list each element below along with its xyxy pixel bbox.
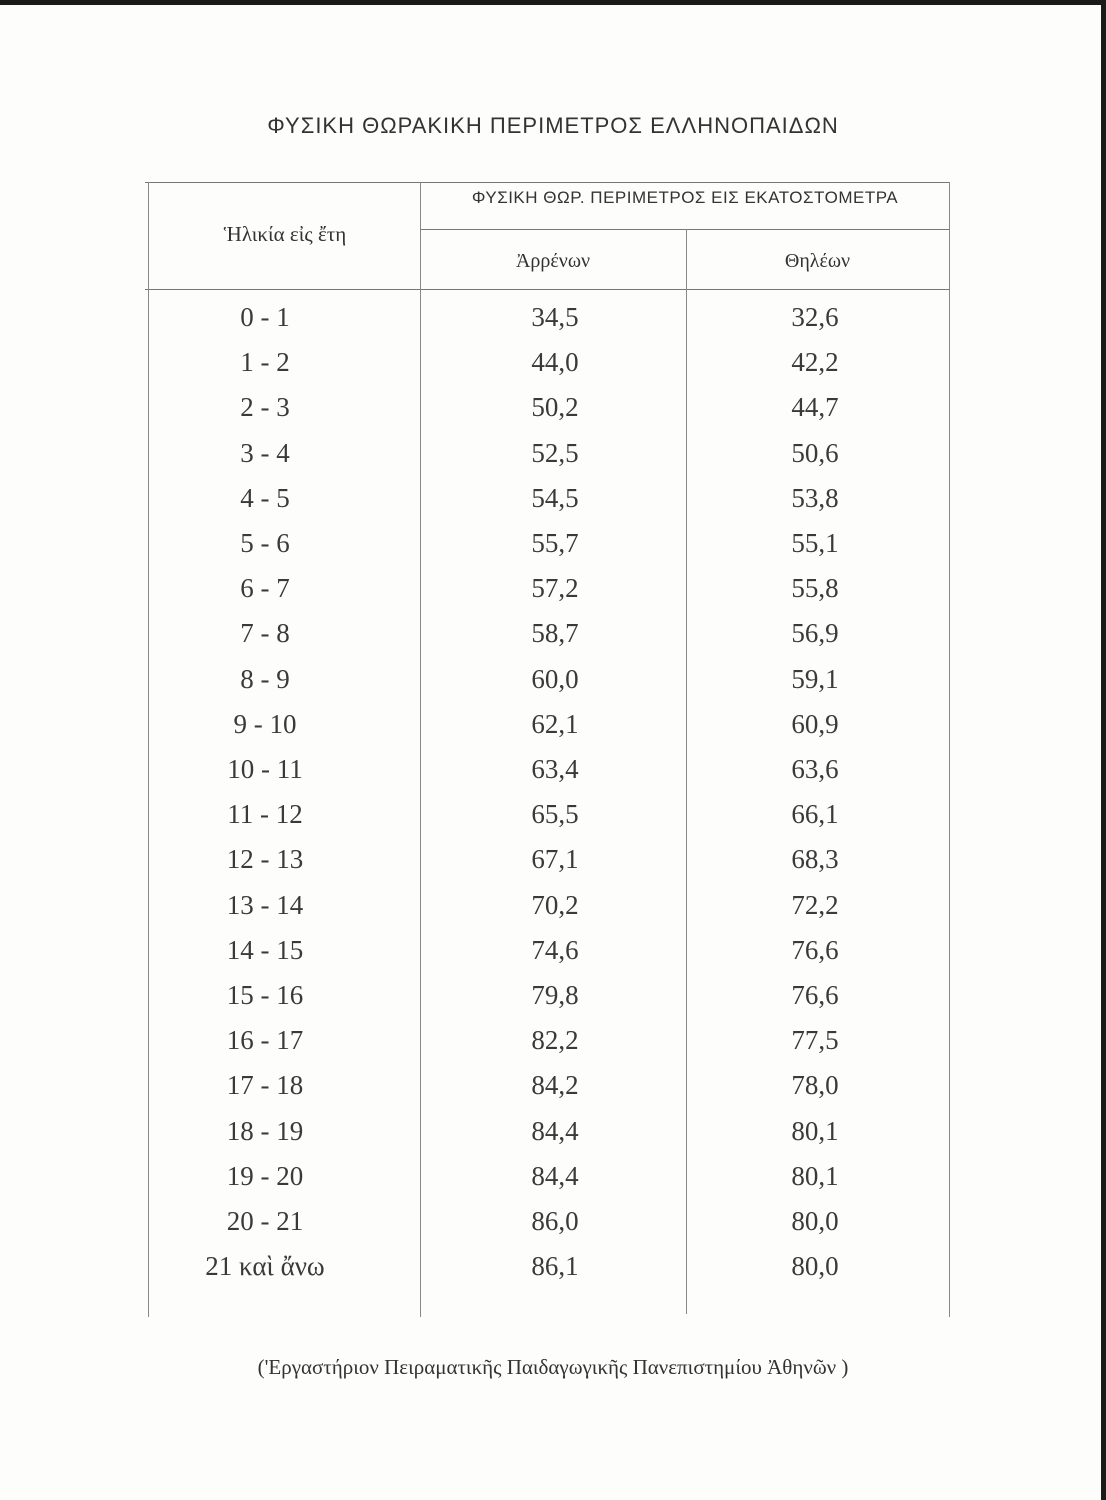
male-cell: 62,1	[531, 708, 579, 739]
age-cell: 11 - 12	[227, 799, 303, 830]
table-row	[0, 1025, 1106, 1070]
age-cell: 13 - 14	[226, 889, 304, 920]
table-row	[0, 483, 1106, 528]
female-cell: 80,1	[791, 1160, 839, 1191]
male-cell: 86,1	[531, 1251, 579, 1282]
male-cell: 44,0	[531, 347, 579, 378]
male-cell: 50,2	[531, 392, 579, 423]
age-cell: 5 - 6	[240, 528, 290, 558]
male-cell: 84,4	[531, 1160, 579, 1191]
male-cell: 67,1	[531, 844, 579, 875]
male-cell: 84,2	[531, 1070, 579, 1101]
table-row	[0, 392, 1106, 437]
header-bottom-rule	[145, 289, 950, 290]
female-cell: 66,1	[791, 799, 839, 830]
age-cell: 19 - 20	[226, 1160, 304, 1191]
age-cell: 4 - 5	[240, 482, 290, 513]
female-cell: 77,5	[791, 1025, 839, 1056]
female-cell: 60,9	[791, 708, 839, 739]
table-top-rule	[145, 182, 950, 183]
female-cell: 80,0	[791, 1206, 839, 1236]
male-cell: 57,2	[531, 573, 579, 604]
age-cell: 10 - 11	[227, 754, 303, 784]
male-cell: 55,7	[531, 528, 579, 558]
female-cell: 44,7	[791, 392, 839, 423]
male-cell: 65,5	[531, 799, 579, 830]
table-row	[0, 754, 1106, 799]
male-cell: 86,0	[531, 1206, 579, 1236]
age-cell: 15 - 16	[226, 980, 304, 1010]
female-cell: 68,3	[791, 844, 839, 875]
female-cell: 55,8	[791, 573, 839, 604]
table-row	[0, 1161, 1106, 1206]
female-cell: 50,6	[791, 437, 839, 468]
header-male: Ἀρρένων	[515, 250, 591, 272]
age-cell: 8 - 9	[240, 663, 290, 694]
age-cell: 2 - 3	[240, 392, 290, 423]
age-cell: 12 - 13	[226, 844, 304, 875]
female-cell: 76,6	[791, 934, 839, 965]
female-cell: 59,1	[791, 663, 839, 694]
age-cell: 16 - 17	[226, 1025, 304, 1056]
male-cell: 82,2	[531, 1025, 579, 1056]
age-cell: 21 καὶ ἄνω	[205, 1251, 325, 1282]
table-row	[0, 935, 1106, 980]
male-cell: 74,6	[531, 934, 579, 965]
male-cell: 84,4	[531, 1115, 579, 1146]
female-cell: 63,6	[791, 754, 839, 784]
age-cell: 14 - 15	[226, 934, 304, 965]
scan-top-edge	[0, 0, 1106, 5]
female-cell: 76,6	[791, 980, 839, 1010]
table-row	[0, 799, 1106, 844]
header-age: Ἡλικία εἰς ἔτη	[223, 222, 347, 246]
female-cell: 53,8	[791, 482, 839, 513]
male-cell: 60,0	[531, 663, 579, 694]
table-row	[0, 980, 1106, 1025]
source-note: ('Εργαστήριον Πειραματικῆς Παιδαγωγικῆς Πανεπιστημίου Ἀθηνῶν )	[257, 1355, 849, 1379]
age-cell: 18 - 19	[226, 1115, 304, 1146]
female-cell: 80,1	[791, 1115, 839, 1146]
table-row	[0, 573, 1106, 618]
age-cell: 17 - 18	[226, 1070, 304, 1101]
table-row	[0, 347, 1106, 392]
age-cell: 9 - 10	[233, 708, 297, 739]
female-cell: 80,0	[791, 1251, 839, 1282]
male-cell: 70,2	[531, 889, 579, 920]
table-row	[0, 302, 1106, 347]
male-cell: 63,4	[531, 754, 579, 784]
table-row	[0, 1206, 1106, 1251]
table-row	[0, 664, 1106, 709]
age-cell: 0 - 1	[240, 302, 290, 332]
table-row	[0, 1251, 1106, 1296]
age-cell: 7 - 8	[240, 618, 290, 649]
table-row	[0, 438, 1106, 483]
table-row	[0, 709, 1106, 754]
male-cell: 34,5	[531, 302, 579, 332]
page-title: ΦΥΣΙΚΗ ΘΩΡΑΚΙΚΗ ΠΕΡΙΜΕΤΡΟΣ ΕΛΛΗΝΟΠΑΙΔΩΝ	[267, 113, 839, 138]
table-row	[0, 1070, 1106, 1115]
female-cell: 56,9	[791, 618, 839, 649]
age-cell: 1 - 2	[240, 347, 290, 378]
age-cell: 3 - 4	[240, 437, 290, 468]
header-sub-rule	[420, 229, 950, 230]
table-row	[0, 890, 1106, 935]
female-cell: 55,1	[791, 528, 839, 558]
male-cell: 79,8	[531, 980, 579, 1010]
header-measurement: ΦΥΣΙΚΗ ΘΩΡ. ΠΕΡΙΜΕΤΡΟΣ ΕΙΣ ΕΚΑΤΟΣΤΟΜΕΤΡΑ	[471, 188, 899, 207]
female-cell: 72,2	[791, 889, 839, 920]
male-cell: 58,7	[531, 618, 579, 649]
male-cell: 54,5	[531, 482, 579, 513]
age-cell: 6 - 7	[240, 573, 290, 604]
table-row	[0, 1116, 1106, 1161]
table-row	[0, 844, 1106, 889]
male-cell: 52,5	[531, 437, 579, 468]
age-cell: 20 - 21	[226, 1206, 304, 1236]
table-row	[0, 528, 1106, 573]
header-female: Θηλέων	[784, 250, 851, 272]
female-cell: 78,0	[791, 1070, 839, 1101]
female-cell: 42,2	[791, 347, 839, 378]
table-row	[0, 618, 1106, 663]
female-cell: 32,6	[791, 302, 839, 332]
